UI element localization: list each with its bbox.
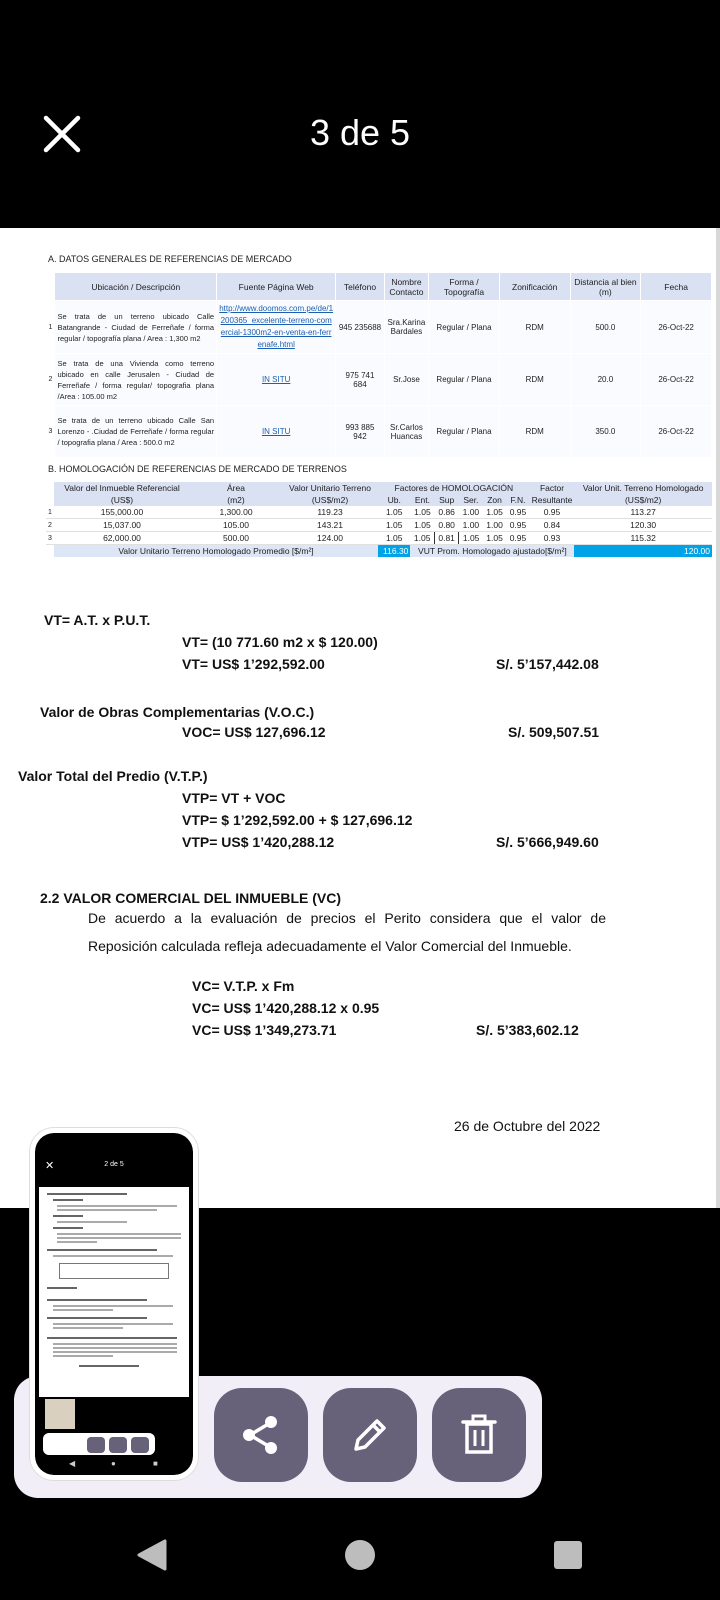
preview-close-icon: ✕: [45, 1160, 55, 1172]
col-header: Distancia al bien (m): [570, 273, 641, 301]
row-value: 62,000.00: [54, 532, 190, 545]
factor-fn: 0.95: [506, 506, 529, 519]
document-page[interactable]: [0, 228, 720, 1208]
vt-result: VT= US$ 1’292,592.00: [182, 656, 325, 672]
factor-result: 0.93: [530, 532, 575, 545]
row-distance: 350.0: [570, 406, 641, 458]
trash-icon: [455, 1411, 503, 1459]
vtp-soles: S/. 5’666,949.60: [496, 834, 599, 850]
factor-ser: 1.00: [459, 519, 483, 532]
voc-result: VOC= US$ 127,696.12: [182, 724, 326, 740]
vt-soles: S/. 5’157,442.08: [496, 656, 599, 672]
col-header: Ubicación / Descripción: [55, 273, 217, 301]
row-date: 26-Oct-22: [641, 406, 712, 458]
vc-calc: VC= US$ 1’420,288.12 x 0.95: [192, 1000, 380, 1016]
row-unit-value: 119.23: [282, 506, 378, 519]
row-unit-value: 143.21: [282, 519, 378, 532]
homologated-value: 120.30: [574, 519, 712, 532]
homologation-table: [46, 482, 712, 557]
row-shape: Regular / Plana: [429, 354, 500, 406]
col-header: Teléfono: [336, 273, 384, 301]
vtp-title: Valor Total del Predio (V.T.P.): [18, 768, 208, 784]
factor-ent: 1.05: [410, 506, 434, 519]
row-shape: Regular / Plana: [429, 406, 500, 458]
factor-ub: 1.05: [378, 519, 410, 532]
row-date: 26-Oct-22: [641, 301, 712, 354]
preview-screen: [35, 1133, 193, 1475]
table-row: [46, 506, 712, 519]
preview-recents-icon: ■: [153, 1459, 158, 1468]
table-footer-row: [46, 545, 712, 558]
col-header: Valor Unit. Terreno Homologado: [574, 482, 712, 494]
factor-fn: 0.95: [506, 519, 529, 532]
col-subheader: Zon: [483, 494, 506, 506]
vt-calc: VT= (10 771.60 m2 x $ 120.00): [182, 634, 378, 650]
preview-share-icon: [87, 1437, 105, 1453]
col-subheader: (US$/m2): [574, 494, 712, 506]
col-header: Valor del Inmueble Referencial: [54, 482, 190, 494]
vt-formula: VT= A.T. x P.U.T.: [44, 612, 151, 628]
factor-result: 0.95: [530, 506, 575, 519]
preview-top-bar: [35, 1133, 193, 1185]
vc-title: 2.2 VALOR COMERCIAL DEL INMUEBLE (VC): [40, 890, 342, 906]
row-date: 26-Oct-22: [641, 354, 712, 406]
row-description: Se trata de un terreno ubicado Calle San Lorenzo - .Ciudad de Ferreñafe / forma regular / topografia plana / Area : 500.0 m2: [55, 406, 217, 458]
preview-page: [39, 1187, 189, 1397]
vc-result: VC= US$ 1’349,273.71: [192, 1022, 337, 1038]
home-icon: [343, 1538, 377, 1572]
viewer-top-bar: [0, 0, 720, 228]
factor-ent: 1.05: [410, 519, 434, 532]
factor-ser: 1.00: [459, 506, 483, 519]
row-index: 1: [47, 301, 55, 354]
row-shape: Regular / Plana: [429, 301, 500, 354]
preview-page-counter: 2 de 5: [104, 1161, 124, 1168]
share-button[interactable]: [214, 1388, 308, 1482]
row-zone: RDM: [499, 406, 570, 458]
factor-result: 0.84: [530, 519, 575, 532]
col-header: Factores de HOMOLOGACIÓN: [378, 482, 530, 494]
col-subheader: (US$/m2): [282, 494, 378, 506]
homologated-value: 113.27: [574, 506, 712, 519]
average-value: 116.30: [378, 545, 410, 558]
preview-edit-icon: [109, 1437, 127, 1453]
table-row: [47, 406, 712, 458]
preview-home-icon: ●: [111, 1459, 116, 1468]
voc-title: Valor de Obras Complementarias (V.O.C.): [40, 704, 315, 720]
factor-sup: 0.81: [434, 532, 459, 545]
row-phone: 993 885 942: [336, 406, 384, 458]
home-button[interactable]: [320, 1520, 400, 1590]
row-index: 2: [47, 354, 55, 406]
row-distance: 500.0: [570, 301, 641, 354]
col-header: Factor: [530, 482, 575, 494]
page-counter: 3 de 5: [309, 112, 411, 153]
row-contact: Sr.Carlos Huancas: [384, 406, 428, 458]
source-link[interactable]: IN SITU: [217, 406, 336, 458]
row-description: Se trata de un terreno ubicado Calle Batangrande - Ciudad de Ferreñafe / forma regular / topografía plana / Area : 1,300 m2: [55, 301, 217, 354]
document-date: 26 de Octubre del 2022: [454, 1118, 601, 1134]
factor-ent: 1.05: [410, 532, 434, 545]
row-zone: RDM: [499, 354, 570, 406]
source-link[interactable]: http://www.doomos.com.pe/de/1200365_excelente-terreno-comercial-1300m2-en-venta-en-ferrenafe.html: [217, 301, 336, 354]
average-label: Valor Unitario Terreno Homologado Promedio [$/m²]: [54, 545, 378, 558]
section-a-title: A. DATOS GENERALES DE REFERENCIAS DE MERCADO: [48, 254, 292, 264]
screenshot-preview[interactable]: [30, 1128, 198, 1480]
vtp-calc: VTP= $ 1’292,592.00 + $ 127,696.12: [182, 812, 413, 828]
col-subheader: Resultante: [531, 495, 573, 505]
table-row: [46, 532, 712, 545]
factor-zon: 1.05: [483, 506, 506, 519]
factor-ser: 1.05: [459, 532, 483, 545]
row-phone: 975 741 684: [336, 354, 384, 406]
col-header: Área: [190, 482, 282, 494]
row-contact: Sra.Karina Bardales: [384, 301, 428, 354]
delete-button[interactable]: [432, 1388, 526, 1482]
preview-photo: [45, 1399, 75, 1429]
col-subheader: (US$): [54, 494, 190, 506]
col-header: Fuente Página Web: [217, 273, 336, 301]
table-row: [47, 301, 712, 354]
vtp-result: VTP= US$ 1’420,288.12: [182, 834, 335, 850]
col-header: Forma / Topografía: [429, 273, 500, 301]
market-references-table: [46, 272, 712, 458]
row-zone: RDM: [499, 301, 570, 354]
factor-ub: 1.05: [378, 532, 410, 545]
factor-zon: 1.05: [483, 532, 506, 545]
row-area: 1,300.00: [190, 506, 282, 519]
col-header: Valor Unitario Terreno: [282, 482, 378, 494]
vtp-formula: VTP= VT + VOC: [182, 790, 286, 806]
row-value: 155,000.00: [54, 506, 190, 519]
col-subheader: Ent.: [410, 494, 434, 506]
row-contact: Sr.Jose: [384, 354, 428, 406]
page-edge: [716, 228, 720, 1208]
table-row: [47, 354, 712, 406]
vut-value: 120.00: [574, 545, 712, 558]
factor-zon: 1.00: [483, 519, 506, 532]
row-value: 15,037.00: [54, 519, 190, 532]
table-row: [46, 519, 712, 532]
vc-paragraph: De acuerdo a la evaluación de precios el Perito considera que el valor de Reposición calculada refleja adecuadamente el Valor Comercial del Inmueble.: [88, 910, 606, 954]
recents-button[interactable]: [528, 1520, 608, 1590]
pencil-icon: [346, 1411, 394, 1459]
col-header: Nombre Contacto: [384, 273, 428, 301]
row-index: 1: [46, 506, 54, 519]
row-index: 3: [46, 532, 54, 545]
vut-label: VUT Prom. Homologado ajustado[$/m²]: [410, 545, 574, 558]
col-subheader: Ser.: [459, 494, 483, 506]
col-header: Zonificación: [499, 273, 570, 301]
row-unit-value: 124.00: [282, 532, 378, 545]
row-index: 2: [46, 519, 54, 532]
section-b-title: B. HOMOLOGACIÓN DE REFERENCIAS DE MERCADO DE TERRENOS: [48, 464, 347, 474]
factor-sup: 0.80: [434, 519, 459, 532]
system-nav-bar: [0, 1520, 720, 1600]
row-distance: 20.0: [570, 354, 641, 406]
voc-soles: S/. 509,507.51: [508, 724, 600, 740]
homologated-value: 115.32: [574, 532, 712, 545]
back-icon: [135, 1538, 169, 1572]
edit-button[interactable]: [323, 1388, 417, 1482]
col-subheader: Ub.: [378, 494, 410, 506]
source-link[interactable]: IN SITU: [217, 354, 336, 406]
back-button[interactable]: [112, 1520, 192, 1590]
recents-icon: [552, 1539, 584, 1571]
vc-soles: S/. 5’383,602.12: [476, 1022, 579, 1038]
preview-back-icon: ◀: [69, 1459, 76, 1468]
col-subheader: (m2): [190, 494, 282, 506]
vc-formula: VC= V.T.P. x Fm: [192, 978, 295, 994]
col-header: Fecha: [641, 273, 712, 301]
factor-fn: 0.95: [506, 532, 529, 545]
factor-ub: 1.05: [378, 506, 410, 519]
col-subheader: Sup: [434, 494, 459, 506]
row-description: Se trata de una Vivienda como terreno ubicado en calle Jerusalen - Ciudad de Ferreñafe / forma regular/ topografia plana /Area : 105.00 m2: [55, 354, 217, 406]
row-area: 105.00: [190, 519, 282, 532]
col-subheader: F.N.: [506, 494, 529, 506]
factor-sup: 0.86: [434, 506, 459, 519]
share-icon: [237, 1411, 285, 1459]
row-phone: 945 235688: [336, 301, 384, 354]
row-index: 3: [47, 406, 55, 458]
preview-delete-icon: [131, 1437, 149, 1453]
row-area: 500.00: [190, 532, 282, 545]
